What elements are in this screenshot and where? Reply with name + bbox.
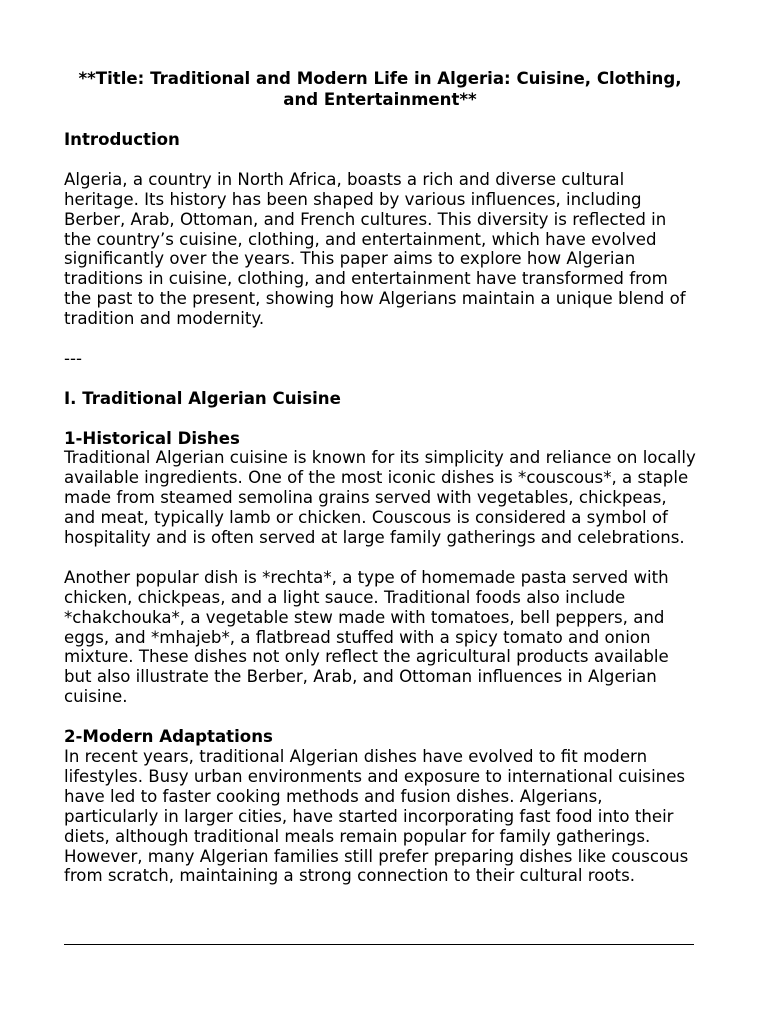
modern-adaptations-paragraph: In recent years, traditional Algerian dishes have evolved to fit modern lifestyles. Busy urban environments and exposure to international cuisines have led to faster cooking methods and fusion dishes. Algerians, particularly in larger cities, have started incorporating fast food into their diets, although traditional meals remain popular for family gatherings. However, many Algerian families still prefer preparing dishes like couscous from scratch, maintaining a strong connection to their cultural roots. bbox=[64, 747, 689, 886]
document-title: **Title: Traditional and Modern Life in Algeria: Cuisine, Clothing, and Entertainment** bbox=[78, 69, 682, 109]
introduction-paragraph: Algeria, a country in North Africa, boasts a rich and diverse cultural heritage. Its history has been shaped by various influences, including Berber, Arab, Ottoman, and French cultures. This diversity is reflected in the country’s cuisine, clothing, and entertainment, which have evolved significantly over the years. This paper aims to explore how Algerian traditions in cuisine, clothing, and entertainment have transformed from the past to the present, showing how Algerians maintain a unique blend of tradition and modernity. bbox=[64, 169, 686, 329]
spacer bbox=[64, 409, 696, 429]
spacer bbox=[64, 329, 696, 349]
spacer bbox=[64, 369, 696, 389]
section-heading: I. Traditional Algerian Cuisine bbox=[64, 388, 341, 408]
subsection-heading-modern-adaptations: 2-Modern Adaptations bbox=[64, 727, 273, 747]
spacer bbox=[64, 548, 696, 568]
historical-dishes-paragraph-2: Another popular dish is *rechta*, a type of homemade pasta served with chicken, chickpeas, and a light sauce. Traditional foods also include *chakchouka*, a vegetable stew made with tomatoes, bell peppers, and eggs, and *mhajeb*, a flatbread stuffed with a spicy tomato and onion mixture. These dishes not only reflect the agricultural products available but also illustrate the Berber, Arab, and Ottoman influences in Algerian cuisine. bbox=[64, 567, 669, 707]
page-divider bbox=[64, 944, 694, 945]
spacer bbox=[64, 707, 696, 727]
document-page bbox=[64, 69, 696, 886]
section-separator: --- bbox=[64, 348, 82, 368]
spacer bbox=[64, 150, 696, 170]
historical-dishes-paragraph-1: Traditional Algerian cuisine is known for its simplicity and reliance on locally available ingredients. One of the most iconic dishes is *couscous*, a staple made from steamed semolina grains served with vegetables, chickpeas, and meat, typically lamb or chicken. Couscous is considered a symbol of hospitality and is often served at large family gatherings and celebrations. bbox=[64, 448, 696, 548]
introduction-heading: Introduction bbox=[64, 130, 180, 149]
subsection-heading-historical-dishes: 1-Historical Dishes bbox=[64, 428, 240, 448]
